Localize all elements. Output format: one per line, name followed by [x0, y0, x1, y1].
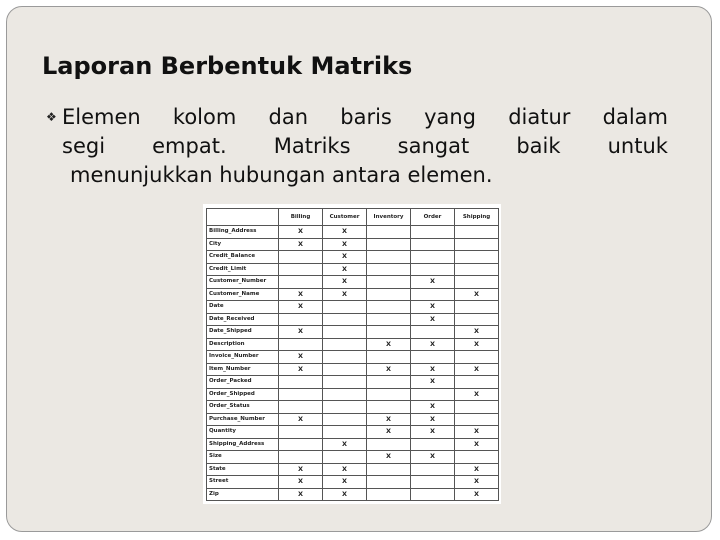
- matrix-cell: [323, 451, 367, 464]
- matrix-cell: X: [279, 351, 323, 364]
- bullet-word: sangat: [397, 134, 470, 158]
- matrix-cell: X: [455, 476, 499, 489]
- matrix-cell: [323, 426, 367, 439]
- matrix-cell: [411, 326, 455, 339]
- matrix-cell: [323, 413, 367, 426]
- matrix-cell: [279, 338, 323, 351]
- matrix-cell: [411, 226, 455, 239]
- bullet-word: baris: [340, 105, 392, 129]
- column-header: Inventory: [367, 209, 411, 226]
- matrix-cell: X: [279, 413, 323, 426]
- row-attribute: Street: [207, 476, 279, 489]
- row-attribute: Customer_Name: [207, 288, 279, 301]
- bullet-word: yang: [424, 105, 476, 129]
- bullet-word: baik: [516, 134, 561, 158]
- row-attribute: Quantity: [207, 426, 279, 439]
- matrix-cell: [455, 276, 499, 289]
- matrix-cell: [367, 238, 411, 251]
- matrix-cell: [455, 376, 499, 389]
- matrix-cell: [455, 263, 499, 276]
- matrix-cell: X: [323, 276, 367, 289]
- matrix-cell: [367, 263, 411, 276]
- row-attribute: Credit_Limit: [207, 263, 279, 276]
- row-attribute: Zip: [207, 488, 279, 501]
- table-row: [207, 351, 499, 364]
- matrix-cell: [367, 288, 411, 301]
- matrix-cell: [367, 251, 411, 264]
- matrix-cell: [455, 413, 499, 426]
- bullet-word: dan: [268, 105, 309, 129]
- row-attribute: City: [207, 238, 279, 251]
- matrix-cell: [455, 401, 499, 414]
- matrix-cell: [323, 363, 367, 376]
- matrix-cell: [367, 401, 411, 414]
- matrix-cell: [279, 313, 323, 326]
- matrix-cell: X: [455, 363, 499, 376]
- table-row: [207, 238, 499, 251]
- bullet-word: empat.: [152, 134, 227, 158]
- table-row: [207, 226, 499, 239]
- matrix-cell: [367, 376, 411, 389]
- table-row: [207, 338, 499, 351]
- row-attribute: Billing_Address: [207, 226, 279, 239]
- bullet-word: dalam: [602, 105, 668, 129]
- matrix-cell: [455, 313, 499, 326]
- table-row: [207, 363, 499, 376]
- matrix-header-row: [207, 209, 499, 226]
- matrix-cell: [455, 451, 499, 464]
- matrix-cell: [279, 376, 323, 389]
- row-attribute: Order_Packed: [207, 376, 279, 389]
- matrix-cell: [367, 313, 411, 326]
- matrix-cell: [367, 276, 411, 289]
- matrix-cell: X: [323, 488, 367, 501]
- matrix-cell: [367, 476, 411, 489]
- table-row: [207, 488, 499, 501]
- bullet-group: [46, 132, 105, 161]
- matrix-cell: [455, 351, 499, 364]
- matrix-cell: [367, 301, 411, 314]
- matrix-cell: X: [323, 438, 367, 451]
- matrix-cell: [367, 388, 411, 401]
- row-attribute: Credit_Balance: [207, 251, 279, 264]
- row-attribute: Item_Number: [207, 363, 279, 376]
- column-header: Order: [411, 209, 455, 226]
- matrix-cell: X: [411, 363, 455, 376]
- column-header: Customer: [323, 209, 367, 226]
- table-row: [207, 326, 499, 339]
- table-row: [207, 388, 499, 401]
- matrix-cell: X: [455, 438, 499, 451]
- matrix-cell: X: [411, 276, 455, 289]
- matrix-cell: X: [411, 451, 455, 464]
- matrix-cell: [411, 263, 455, 276]
- row-attribute: Date_Received: [207, 313, 279, 326]
- matrix-cell: [455, 238, 499, 251]
- matrix-cell: [455, 301, 499, 314]
- row-attribute: Description: [207, 338, 279, 351]
- row-attribute: Customer_Number: [207, 276, 279, 289]
- table-row: [207, 413, 499, 426]
- matrix-cell: X: [455, 338, 499, 351]
- table-row: [207, 313, 499, 326]
- matrix-cell: X: [411, 376, 455, 389]
- matrix-cell: [279, 438, 323, 451]
- matrix-cell: [279, 263, 323, 276]
- row-attribute: Size: [207, 451, 279, 464]
- matrix-cell: X: [411, 413, 455, 426]
- matrix-cell: [367, 488, 411, 501]
- matrix-cell: X: [455, 288, 499, 301]
- bullet-word: segi: [62, 134, 106, 158]
- bullet-line-2: [46, 132, 668, 161]
- matrix-cell: X: [455, 426, 499, 439]
- matrix-cell: X: [411, 401, 455, 414]
- matrix-cell: [323, 326, 367, 339]
- matrix-cell: X: [411, 426, 455, 439]
- matrix-cell: [323, 338, 367, 351]
- matrix-cell: X: [279, 463, 323, 476]
- row-attribute: Order_Status: [207, 401, 279, 414]
- bullet-word: kolom: [172, 105, 237, 129]
- bullet-text: menunjukkan hubungan antara elemen.: [70, 163, 493, 187]
- row-attribute: Order_Shipped: [207, 388, 279, 401]
- matrix-cell: [367, 326, 411, 339]
- matrix-cell: [279, 276, 323, 289]
- bullet-paragraph: [46, 103, 668, 190]
- matrix-cell: [411, 388, 455, 401]
- matrix-cell: X: [323, 263, 367, 276]
- matrix-cell: [411, 463, 455, 476]
- matrix-cell: X: [367, 451, 411, 464]
- row-attribute: Shipping_Address: [207, 438, 279, 451]
- row-attribute: Purchase_Number: [207, 413, 279, 426]
- matrix-cell: X: [279, 326, 323, 339]
- matrix-cell: [411, 238, 455, 251]
- table-row: [207, 451, 499, 464]
- row-attribute: State: [207, 463, 279, 476]
- matrix-cell: [367, 463, 411, 476]
- matrix-cell: X: [323, 238, 367, 251]
- matrix-cell: [323, 351, 367, 364]
- bullet-word: Elemen: [62, 105, 141, 129]
- matrix-cell: [367, 351, 411, 364]
- matrix-cell: [279, 451, 323, 464]
- matrix-cell: [411, 488, 455, 501]
- table-row: [207, 438, 499, 451]
- matrix-cell: [455, 226, 499, 239]
- table-row: [207, 476, 499, 489]
- matrix-cell: X: [455, 463, 499, 476]
- bullet-word: untuk: [607, 134, 668, 158]
- matrix-cell: X: [323, 463, 367, 476]
- matrix-cell: [323, 313, 367, 326]
- matrix-cell: X: [279, 476, 323, 489]
- table-row: [207, 263, 499, 276]
- matrix-cell: [323, 376, 367, 389]
- matrix-cell: X: [367, 363, 411, 376]
- bullet-word: diatur: [508, 105, 571, 129]
- column-header: Shipping: [455, 209, 499, 226]
- bullet-word: Matriks: [273, 134, 351, 158]
- table-row: [207, 301, 499, 314]
- corner-header: [207, 209, 279, 226]
- table-row: [207, 463, 499, 476]
- bullet-line-1: [46, 103, 668, 132]
- matrix-cell: X: [411, 301, 455, 314]
- matrix-body: [207, 226, 499, 501]
- matrix-image: [203, 204, 501, 504]
- table-row: [207, 376, 499, 389]
- matrix-cell: [411, 288, 455, 301]
- matrix-cell: [367, 226, 411, 239]
- matrix-cell: [323, 301, 367, 314]
- bullet-line-3: [46, 161, 668, 190]
- row-attribute: Invoice_Number: [207, 351, 279, 364]
- table-row: [207, 251, 499, 264]
- matrix-cell: [455, 251, 499, 264]
- matrix-table: [206, 208, 499, 501]
- matrix-cell: X: [279, 363, 323, 376]
- matrix-cell: X: [279, 301, 323, 314]
- matrix-cell: X: [279, 238, 323, 251]
- row-attribute: Date: [207, 301, 279, 314]
- row-attribute: Date_Shipped: [207, 326, 279, 339]
- matrix-cell: X: [323, 251, 367, 264]
- matrix-cell: [323, 401, 367, 414]
- matrix-cell: [411, 438, 455, 451]
- matrix-cell: [367, 438, 411, 451]
- matrix-cell: X: [367, 338, 411, 351]
- matrix-cell: X: [411, 338, 455, 351]
- matrix-cell: X: [323, 476, 367, 489]
- matrix-cell: [411, 351, 455, 364]
- table-row: [207, 288, 499, 301]
- matrix-cell: X: [323, 288, 367, 301]
- matrix-cell: X: [411, 313, 455, 326]
- matrix-cell: [279, 401, 323, 414]
- column-header: Billing: [279, 209, 323, 226]
- matrix-cell: X: [455, 388, 499, 401]
- matrix-cell: [279, 251, 323, 264]
- matrix-cell: X: [279, 488, 323, 501]
- matrix-cell: X: [279, 226, 323, 239]
- matrix-cell: X: [323, 226, 367, 239]
- matrix-cell: [323, 388, 367, 401]
- slide-title: Laporan Berbentuk Matriks: [42, 52, 413, 80]
- bullet-group: [46, 103, 141, 132]
- matrix-cell: [411, 251, 455, 264]
- table-row: [207, 426, 499, 439]
- matrix-cell: [279, 426, 323, 439]
- table-row: [207, 276, 499, 289]
- matrix-cell: X: [367, 413, 411, 426]
- bullet-icon: ❖: [46, 110, 57, 124]
- matrix-cell: X: [367, 426, 411, 439]
- matrix-cell: [279, 388, 323, 401]
- matrix-cell: X: [455, 326, 499, 339]
- matrix-cell: X: [455, 488, 499, 501]
- matrix-cell: X: [279, 288, 323, 301]
- table-row: [207, 401, 499, 414]
- matrix-cell: [411, 476, 455, 489]
